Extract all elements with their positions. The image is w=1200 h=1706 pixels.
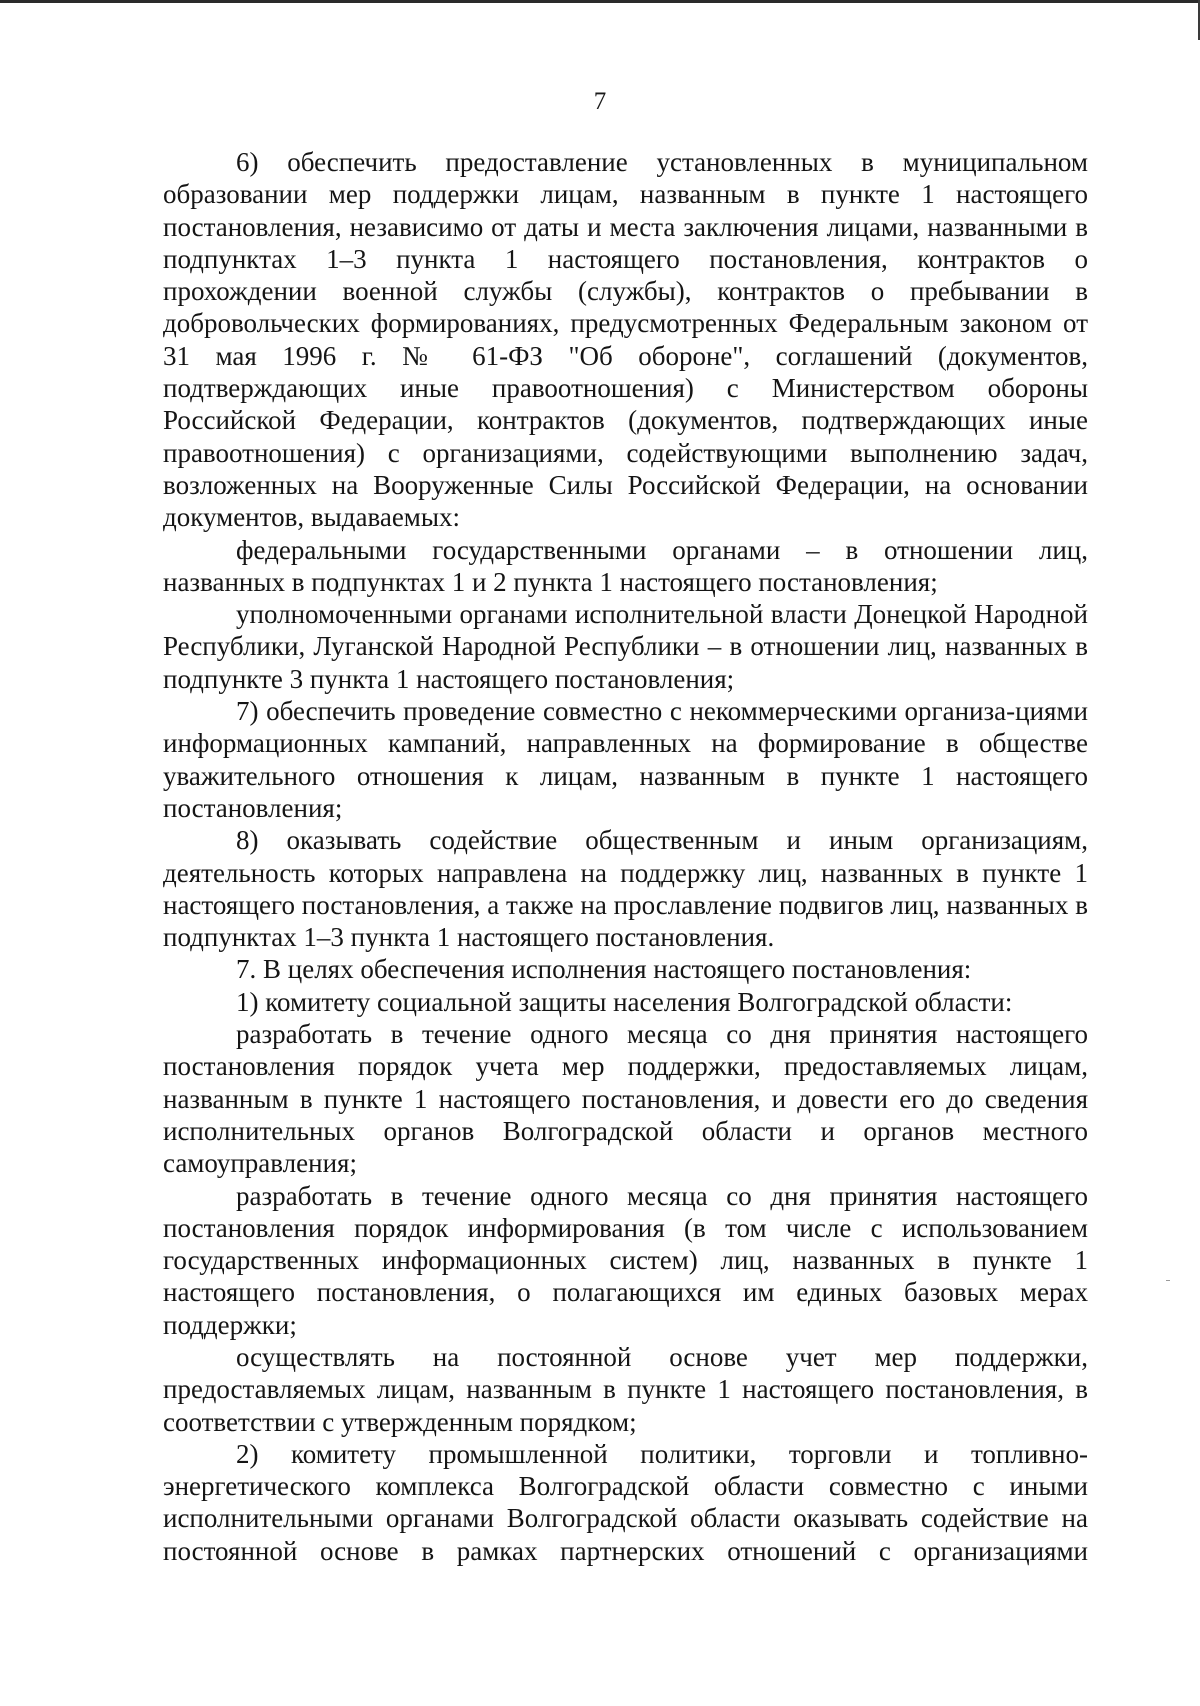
scan-edge-top: [0, 0, 1200, 3]
paragraph-6-measures: 6) обеспечить предоставление установленных в муниципальном образовании мер поддержки лицам, названным в пункте 1 настоящего постановления, независимо от даты и места заключения лицами, названными в подпунктах 1–3 пункта 1 настоящего постановления, контрактов о прохождении военной службы (службы), контрактов о пребывании в добровольческих формированиях, предусмотренных Федеральным законом от 31 мая 1996 г. № 61-ФЗ "Об обороне", соглашений (документов, подтверждающих иные правоотношения) с Министерством обороны Российской Федерации, контрактов (документов, подтверждающих иные правоотношения) с организациями, содействующими выполнению задач, возложенных на Вооруженные Силы Российской Федерации, на основании документов, выдаваемых:: [163, 147, 1088, 533]
paragraph-committee-social-protection: 1) комитету социальной защиты населения Волгоградской области:: [236, 986, 1013, 1017]
paragraph-accounting-procedure: разработать в течение одного месяца со дня принятия настоящего постановления порядок учета мер поддержки, предоставляемых лицам, названным в пункте 1 настоящего постановления, и довести его до сведения исполнительных органов Волгоградской области и органов местного самоуправления;: [163, 1019, 1088, 1179]
paragraph-informing-procedure: разработать в течение одного месяца со дня принятия настоящего постановления порядок информирования (в том числе с использованием государственных информационных систем) лиц, названных в пункте 1 настоящего постановления, о полагающихся им единых базовых мерах поддержки;: [163, 1180, 1088, 1340]
paragraph-committee-industry: 2) комитету промышленной политики, торговли и топливно-энергетического комплекса Волгоградской области совместно с иными исполнительными органами Волгоградской области оказывать содействие на постоянной основе в рамках партнерских отношений с организациями: [163, 1438, 1088, 1566]
scan-speck: [1166, 1280, 1170, 1281]
paragraph-7-info-campaigns: 7) обеспечить проведение совместно с некоммерческими организа-циями информационных кампаний, направленных на формирование в обществе уважительного отношения к лицам, названным в пункте 1 настоящего постановления;: [163, 696, 1088, 823]
paragraph-ongoing-accounting: осуществлять на постоянной основе учет мер поддержки, предоставляемых лицам, названным в пункте 1 настоящего постановления, в соответствии с утвержденным порядком;: [163, 1341, 1088, 1437]
paragraph-section-7-heading: 7. В целях обеспечения исполнения настоящего постановления:: [236, 954, 972, 985]
paragraph-federal-bodies: федеральными государственными органами – в отношении лиц, названных в подпунктах 1 и 2 пункта 1 настоящего постановления;: [163, 534, 1088, 597]
page-number: 7: [593, 88, 607, 115]
document-body: [163, 146, 1088, 1567]
paragraph-8-assistance: 8) оказывать содействие общественным и иным организациям, деятельность которых направлена на поддержку лиц, названных в пункте 1 настоящего постановления, а также на прославление подвигов лиц, названных в подпунктах 1–3 пункта 1 настоящего постановления.: [163, 825, 1088, 953]
paragraph-authorized-bodies: уполномоченными органами исполнительной власти Донецкой Народной Республики, Луганской Народной Республики – в отношении лиц, названных в подпункте 3 пункта 1 настоящего постановления;: [163, 599, 1088, 694]
